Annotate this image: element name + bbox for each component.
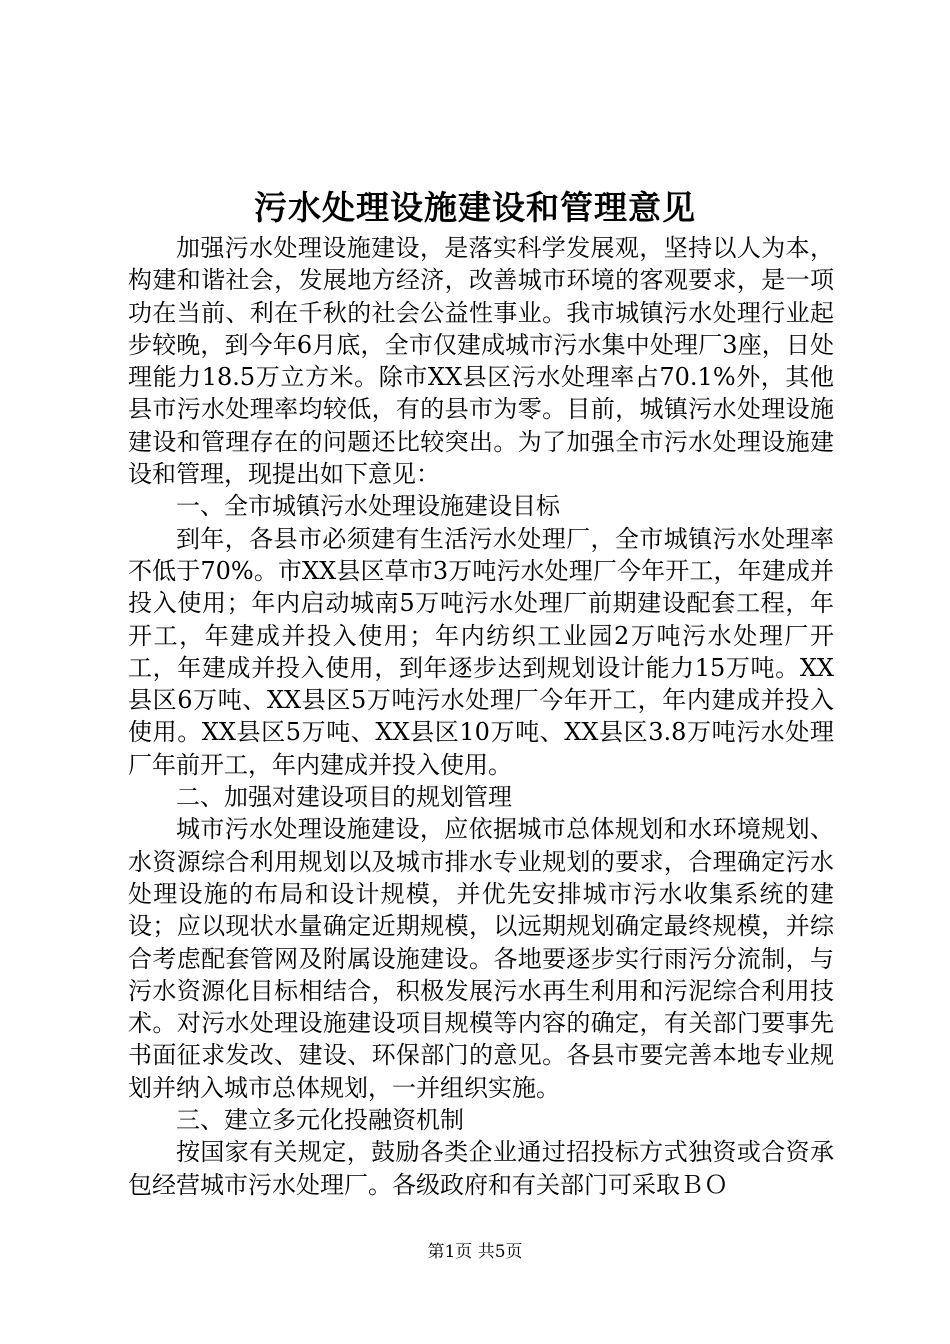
document-title: 污水处理设施建设和管理意见: [254, 188, 696, 227]
paragraph-intro: 加强污水处理设施建设，是落实科学发展观，坚持以人为本，构建和谐社会，发展地方经济，改善城市环境的客观要求，是一项功在当前、利在千秋的社会公益性事业。我市城镇污水处理行业起步较晚，到今年6月底，全市仅建成城市污水集中处理厂3座，日处理能力18.5万立方米。除市XX县区污水处理率占70.1%外，其他县市污水处理率均较低，有的县市为零。目前，城镇污水处理设施建设和管理存在的问题还比较突出。为了加强全市污水处理设施建设和管理，现提出如下意见：: [128, 234, 834, 489]
section-heading-1: 一、全市城镇污水处理设施建设目标: [176, 492, 560, 521]
paragraph-section-2: 城市污水处理设施建设，应依据城市总体规划和水环境规划、水资源综合利用规划以及城市排水专业规划的要求，合理确定污水处理设施的布局和设计规模，并优先安排城市污水收集系统的建设；应以现状水量确定近期规模，以远期规划确定最终规模，并综合考虑配套管网及附属设施建设。各地要逐步实行雨污分流制，与污水资源化目标相结合，积极发展污水再生利用和污泥综合利用技术。对污水处理设施建设项目规模等内容的确定，有关部门要事先书面征求发改、建设、环保部门的意见。各县市要完善本地专业规划并纳入城市总体规划，一并组织实施。: [128, 815, 834, 1102]
page-number-footer: 第1页 共5页: [427, 1242, 523, 1262]
section-heading-3: 三、建立多元化投融资机制: [176, 1106, 464, 1135]
section-heading-2: 二、加强对建设项目的规划管理: [176, 783, 512, 812]
paragraph-section-1: 到年，各县市必须建有生活污水处理厂，全市城镇污水处理率不低于70%。市XX县区草市3万吨污水处理厂今年开工，年建成并投入使用；年内启动城南5万吨污水处理厂前期建设配套工程，年开工，年建成并投入使用；年内纺织工业园2万吨污水处理厂开工，年建成并投入使用，到年逐步达到规划设计能力15万吨。XX县区6万吨、XX县区5万吨污水处理厂今年开工，年内建成并投入使用。XX县区5万吨、XX县区10万吨、XX县区3.8万吨污水处理厂年前开工，年内建成并投入使用。: [128, 524, 834, 779]
paragraph-section-3: 按国家有关规定，鼓励各类企业通过招投标方式独资或合资承包经营城市污水处理厂。各级政府和有关部门可采取ＢＯ: [128, 1138, 834, 1199]
document-body: [128, 232, 834, 1201]
